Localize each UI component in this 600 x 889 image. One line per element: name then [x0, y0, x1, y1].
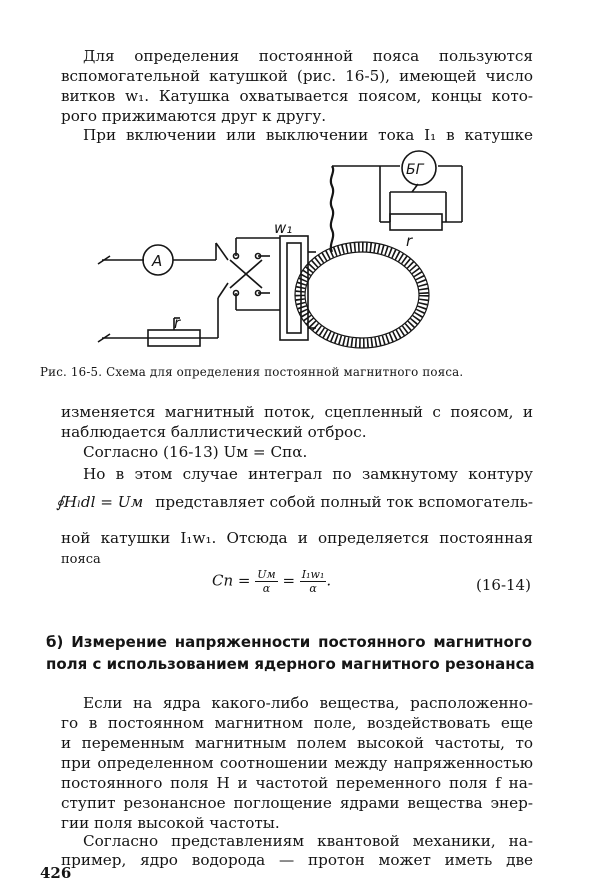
paragraph3-line: наблюдается баллистический отброс. — [61, 423, 367, 441]
paragraph6-line: гии поля высокой частоты. — [61, 814, 280, 832]
figure-caption: Рис. 16-5. Схема для определения постоянной магнитного пояса. — [40, 365, 464, 379]
equation-fraction-denominator: α — [262, 582, 271, 595]
section-heading-line: поля с использованием ядерного магнитного резонанса — [46, 655, 535, 673]
section-heading-line: б) Измерение напряженности постоянного магнитного — [46, 633, 532, 651]
paragraph1-line: витков w₁. Катушка охватывается поясом, концы кото- — [61, 87, 533, 105]
paragraph7-line: пример, ядро водорода — протон может иметь две — [61, 851, 533, 869]
paragraph5-integral-line — [56, 492, 533, 512]
equation-equals: = — [282, 571, 296, 590]
coil-frame-inner — [287, 243, 301, 333]
paragraph5-line: пояса — [61, 552, 101, 567]
paragraph6-line: при определенном соотношении между напряженностью — [61, 754, 533, 772]
switch-blade — [216, 243, 228, 260]
equation-fraction — [255, 568, 277, 595]
magnetic-belt-ring — [300, 247, 424, 343]
paragraph6-line: и переменным магнитным полем высокой частоты, то — [61, 734, 533, 752]
paragraph6-line: Если на ядра какого-либо вещества, расположенно- — [83, 694, 533, 712]
paragraph1-line: Для определения постоянной пояса пользуются — [83, 47, 533, 65]
paragraph5-line-rest: представляет собой полный ток вспомогатель- — [155, 493, 533, 511]
paragraph1-line: рого прижимаются друг к другу. — [61, 107, 327, 125]
contour-integral: ∮Hₗdl = Uм — [56, 493, 144, 511]
equation-fraction-numerator: I₁w₁ — [301, 568, 325, 581]
ammeter-label: A — [152, 252, 163, 270]
page-number: 426 — [40, 864, 72, 882]
galvanometer-label: БГ — [406, 162, 424, 178]
coil-label: w₁ — [274, 219, 293, 237]
paragraph5-line: Но в этом случае интеграл по замкнутому контуру — [83, 465, 533, 483]
paragraph7-line: Согласно представлениям квантовой механики, на- — [83, 832, 533, 850]
rheostat-label: r — [174, 314, 181, 332]
circuit-diagram — [90, 148, 490, 356]
equation-period: . — [326, 571, 332, 590]
paragraph6-line: го в постоянном магнитном поле, воздействовать еще — [61, 714, 533, 732]
equation-fraction-denominator: α — [309, 582, 317, 595]
paragraph4-line: Согласно (16-13) Uм = Cпα. — [83, 443, 308, 461]
equation-number: (16-14) — [476, 576, 531, 594]
equation-lhs: Cп = — [212, 571, 251, 590]
equation-fraction-numerator: Uм — [257, 568, 276, 581]
twisted-lead — [331, 166, 333, 252]
shunt-resistor-label: r — [406, 232, 413, 250]
paragraph3-line: изменяется магнитный поток, сцепленный с поясом, и — [61, 403, 533, 421]
equation-fraction — [300, 568, 327, 595]
paragraph1-line: вспомогательной катушкой (рис. 16-5), имеющей число — [61, 67, 533, 85]
switch-blade — [218, 283, 228, 298]
paragraph5-line: ной катушки I₁w₁. Отсюда и определяется постоянная — [61, 529, 533, 547]
paragraph6-line: постоянного поля H и частотой переменного поля f на- — [61, 774, 533, 792]
shunt-resistor — [390, 214, 442, 230]
paragraph6-line: ступит резонансное поглощение ядрами вещества энер- — [61, 794, 533, 812]
equation-16-14 — [212, 568, 331, 595]
paragraph2-line: При включении или выключении тока I₁ в катушке — [83, 126, 533, 144]
